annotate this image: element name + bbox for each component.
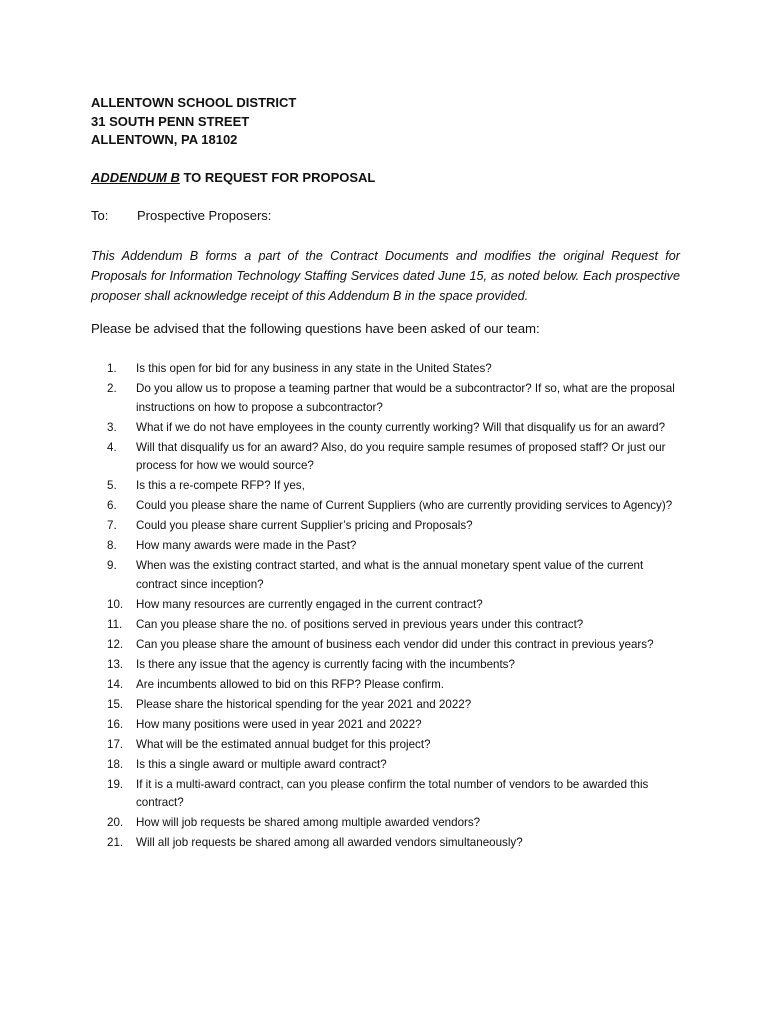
question-text: Will all job requests be shared among all awarded vendors simultaneously? [136, 836, 523, 849]
question-number: 21. [107, 836, 124, 849]
to-line [91, 208, 271, 223]
question-text: What if we do not have employees in the county currently working? Will that disqualify us for an award? [136, 420, 666, 434]
question-text: What will be the estimated annual budget for this project? [136, 737, 431, 751]
question-text: Can you please share the no. of positions served in previous years under this contract? [136, 617, 584, 631]
address-block [91, 94, 296, 150]
question-item [107, 419, 682, 438]
question-item [107, 636, 682, 655]
intro-paragraph: This Addendum B forms a part of the Contract Documents and modifies the original Request for Proposals for Information Technology Staffing Services dated June 15, as noted below. Each prospective proposer shall acknowledge receipt of this Addendum B in the space provided. [91, 249, 680, 303]
question-number: 5. [107, 479, 117, 492]
question-item [107, 477, 682, 496]
question-number: 6. [107, 499, 117, 512]
question-item [107, 497, 682, 516]
question-number: 1. [107, 362, 117, 375]
question-text: Is this a single award or multiple award contract? [136, 757, 387, 771]
org-name: ALLENTOWN SCHOOL DISTRICT [91, 95, 297, 110]
question-text: How many awards were made in the Past? [136, 539, 357, 552]
question-item [107, 716, 682, 735]
question-text: Please share the historical spending for the year 2021 and 2022? [136, 697, 472, 711]
question-text: How many resources are currently engaged in the current contract? [136, 597, 483, 611]
question-number: 16. [107, 717, 124, 731]
addendum-title-emphasis: ADDENDUM B [91, 170, 180, 185]
question-item [107, 814, 682, 833]
question-text: Is there any issue that the agency is currently facing with the incumbents? [136, 657, 515, 671]
question-number: 20. [107, 816, 124, 829]
question-item [107, 517, 682, 536]
question-number: 17. [107, 737, 124, 751]
city-state-zip: ALLENTOWN, PA 18102 [91, 132, 238, 147]
addendum-title-rest: TO REQUEST FOR PROPOSAL [179, 170, 376, 185]
question-item [107, 696, 682, 715]
question-item [107, 439, 682, 476]
question-text: How many positions were used in year 2021 and 2022? [136, 717, 422, 731]
question-number: 3. [107, 420, 117, 434]
question-text: Could you please share current Supplier’s pricing and Proposals? [136, 519, 473, 532]
question-number: 10. [107, 597, 124, 611]
question-number: 8. [107, 539, 117, 552]
question-item [107, 557, 682, 594]
question-number: 4. [107, 440, 117, 454]
question-text: If it is a multi-award contract, can you please confirm the total number of vendors to be awarded this contract? [136, 777, 649, 809]
question-text: Can you please share the amount of business each vendor did under this contract in previous years? [136, 637, 654, 651]
question-number: 2. [107, 382, 117, 395]
question-item [107, 596, 682, 615]
question-text: Is this open for bid for any business in any state in the United States? [136, 362, 492, 375]
question-number: 12. [107, 637, 124, 651]
question-number: 15. [107, 697, 124, 711]
question-item [107, 380, 682, 417]
question-text: Could you please share the name of Current Suppliers (who are currently providing services to Agency)? [136, 499, 673, 512]
question-item [107, 537, 682, 556]
question-text: Are incumbents allowed to bid on this RFP? Please confirm. [136, 677, 445, 691]
street-address: 31 SOUTH PENN STREET [91, 113, 250, 129]
question-item [107, 656, 682, 675]
question-item [107, 360, 682, 379]
question-text: When was the existing contract started, and what is the annual monetary spent value of the current contract since inception? [136, 559, 644, 591]
question-item [107, 776, 682, 813]
question-number: 19. [107, 777, 124, 791]
to-label: To: [91, 208, 109, 223]
question-number: 18. [107, 757, 124, 771]
question-text: How will job requests be shared among multiple awarded vendors? [136, 816, 481, 829]
question-text: Will that disqualify us for an award? Also, do you require sample resumes of proposed staff? Or just our process for how we would source? [136, 440, 666, 472]
question-number: 11. [107, 617, 123, 631]
question-number: 7. [107, 519, 117, 532]
question-item [107, 736, 682, 755]
addendum-title [91, 170, 375, 185]
question-number: 14. [107, 677, 124, 691]
to-recipients: Prospective Proposers: [137, 208, 272, 223]
question-number: 9. [107, 559, 117, 572]
question-item [107, 756, 682, 775]
advised-statement: Please be advised that the following questions have been asked of our team: [91, 321, 540, 336]
question-text: Is this a re-compete RFP? If yes, [136, 479, 305, 492]
question-item [107, 676, 682, 695]
question-item [107, 616, 682, 635]
question-text: Do you allow us to propose a teaming partner that would be a subcontractor? If so, what are the proposal instructions on how to propose a subcontractor? [136, 382, 675, 414]
question-item [107, 834, 682, 853]
questions-list [107, 360, 682, 854]
question-number: 13. [107, 657, 124, 671]
